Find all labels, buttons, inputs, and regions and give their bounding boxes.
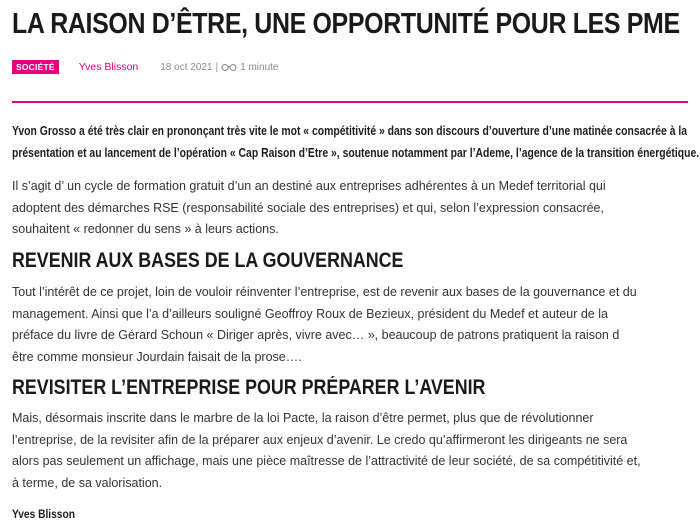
section-heading-gouvernance: REVENIR AUX BASES DE LA GOUVERNANCE — [12, 249, 404, 272]
reading-time: 1 minute — [240, 61, 279, 73]
category-badge[interactable]: SOCIÉTÉ — [12, 60, 59, 74]
glasses-icon — [221, 62, 237, 72]
title-divider — [12, 101, 688, 103]
paragraph-line: Il s’agit d’ un cycle de formation gratuit d’un an destiné aux entreprises adhérentes à un Medef territorial qui — [12, 179, 606, 193]
paragraph-line: management. Ainsi que l’a d’ailleurs souligné Geoffroy Roux de Bezieux, président du Medef et auteur de la — [12, 306, 608, 321]
paragraph-line: Tout l’intérêt de ce projet, loin de vouloir réinventer l’entreprise, est de revenir aux bases de la gouvernance et du — [12, 285, 637, 299]
lead-line: présentation et au lancement de l’opération « Cap Raison d’Etre », soutenue notamment par l’Ademe, l’agence de la transition énergétique. — [12, 144, 700, 160]
meta-separator: | — [215, 61, 219, 73]
article-lead — [12, 120, 700, 163]
paragraph-line: être comme monsieur Jourdain faisait de la prose…. — [12, 349, 302, 364]
lead-line: Yvon Grosso a été très clair en prononçant très vite le mot « compétitivité » dans son discours d’ouverture d’une matinée consacrée à la — [12, 123, 688, 138]
section-heading-avenir: REVISITER L’ENTREPRISE POUR PRÉPARER L’AVENIR — [12, 376, 486, 399]
paragraph-line: alors pas seulement un affichage, mais une pièce maîtresse de l’attractivité de leur société, de sa compétitivité et, — [12, 454, 641, 468]
paragraph-avenir — [12, 408, 696, 494]
article-title: LA RAISON D’ÊTRE, UNE OPPORTUNITÉ POUR LES PME — [12, 8, 680, 40]
article-signature: Yves Blisson — [12, 507, 75, 521]
paragraph-intro — [12, 176, 696, 241]
paragraph-line: l’entreprise, de la revisiter afin de la préparer aux enjeux d’avenir. Le credo qu’affirmeront les dirigeants ne sera — [12, 432, 628, 447]
paragraph-line: Mais, désormais inscrite dans le marbre de la loi Pacte, la raison d’être permet, plus que de révolutionner — [12, 411, 594, 425]
article-meta — [12, 60, 278, 74]
publish-date: 18 oct 2021 — [160, 61, 213, 73]
paragraph-line: adoptent des démarches RSE (responsabilité sociale des entreprises) et qui, selon l’expression consacrée, — [12, 200, 604, 215]
paragraph-gouvernance — [12, 282, 696, 368]
paragraph-line: à terme, de sa valorisation. — [12, 475, 163, 490]
paragraph-line: préface du livre de Gérard Schoun « Diriger après, vivre avec… », beaucoup de patrons pratiquent la raison d — [12, 328, 620, 342]
paragraph-line: souhaitent « redonner du sens » à leurs actions. — [12, 222, 279, 236]
author-link[interactable]: Yves Blisson — [78, 61, 139, 73]
